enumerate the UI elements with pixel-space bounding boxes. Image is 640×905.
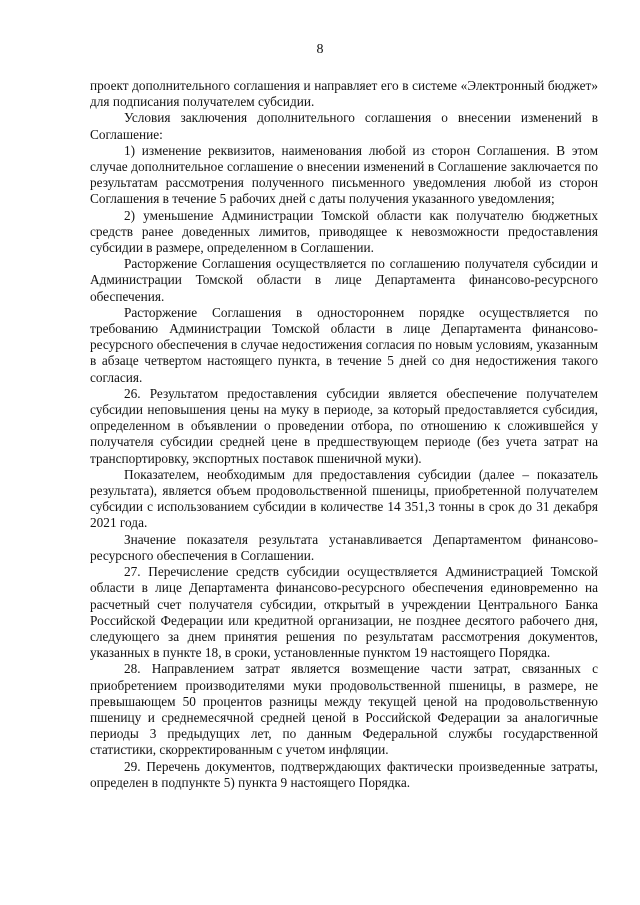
paragraph-indicator-value: Значение показателя результата устанавливается Департаментом финансово-ресурсного обеспечения в Соглашении. <box>90 531 598 563</box>
paragraph-29-document-list: 29. Перечень документов, подтверждающих фактически произведенные затраты, определен в подпункте 5) пункта 9 настоящего Порядка. <box>90 758 598 790</box>
paragraph-condition-1: 1) изменение реквизитов, наименования любой из сторон Соглашения. В этом случае дополнительное соглашение о внесении изменений в Соглашение заключается по результатам рассмотрения полученного письменного уведомления любой из сторон Соглашения в течение 5 рабочих дней с даты получения указанного уведомления; <box>90 142 598 207</box>
paragraph-termination-unilateral: Расторжение Соглашения в одностороннем порядке осуществляется по требованию Администрации Томской области в лице Департамента финансово-ресурсного обеспечения в случае недостижения согласия по новым условиям, указанным в абзаце четвертом настоящего пункта, в течение 5 дней со дня недостижения такого согласия. <box>90 304 598 385</box>
paragraph-27-transfer: 27. Перечисление средств субсидии осуществляется Администрацией Томской области в лице Департамента финансово-ресурсного обеспечения единовременно на расчетный счет получателя субсидии, открытый в учреждении Центрального Банка Российской Федерации или кредитной организации, не позднее десятого рабочего дня, следующего за днем принятия решения по результатам рассмотрения документов, указанных в пункте 18, в сроки, установленные пунктом 19 настоящего Порядка. <box>90 564 598 661</box>
paragraph-condition-2: 2) уменьшение Администрации Томской области как получателю бюджетных средств ранее доведенных лимитов, приводящее к невозможности предоставления субсидии в размере, определенном в Соглашении. <box>90 207 598 256</box>
paragraph-26-result: 26. Результатом предоставления субсидии является обеспечение получателем субсидии неповышения цены на муку в периоде, за который предоставляется субсидия, определенном в объявлении о проведении отбора, по отношению к сложившейся у получателя субсидии средней цене в предшествующем периоде (без учета затрат на транспортировку, экспортных поставок пшеничной муки). <box>90 385 598 466</box>
paragraph-amendment-conditions: Условия заключения дополнительного соглашения о внесении изменений в Соглашение: <box>90 110 598 142</box>
page-number: 8 <box>316 42 324 57</box>
paragraph-result-indicator: Показателем, необходимым для предоставления субсидии (далее – показатель результата), является объем продовольственной пшеницы, приобретенной получателем субсидии с использованием субсидии в количестве 14 351,3 тонны в срок до 31 декабря 2021 года. <box>90 466 598 531</box>
paragraph-continuation: проект дополнительного соглашения и направляет его в системе «Электронный бюджет» для подписания получателем субсидии. <box>90 78 598 110</box>
paragraph-28-cost-direction: 28. Направлением затрат является возмещение части затрат, связанных с приобретением производителями муки продовольственной пшеницы, в размере, не превышающем 50 процентов разницы между текущей ценой на продовольственную пшеницу и среднемесячной средней ценой в Российской Федерации за аналогичные периоды 3 предыдущих лет, по данным Федеральной службы государственной статистики, скорректированным с учетом инфляции. <box>90 661 598 758</box>
paragraph-termination-mutual: Расторжение Соглашения осуществляется по соглашению получателя субсидии и Администрации Томской области в лице Департамента финансово-ресурсного обеспечения. <box>90 256 598 304</box>
document-body <box>90 78 598 791</box>
